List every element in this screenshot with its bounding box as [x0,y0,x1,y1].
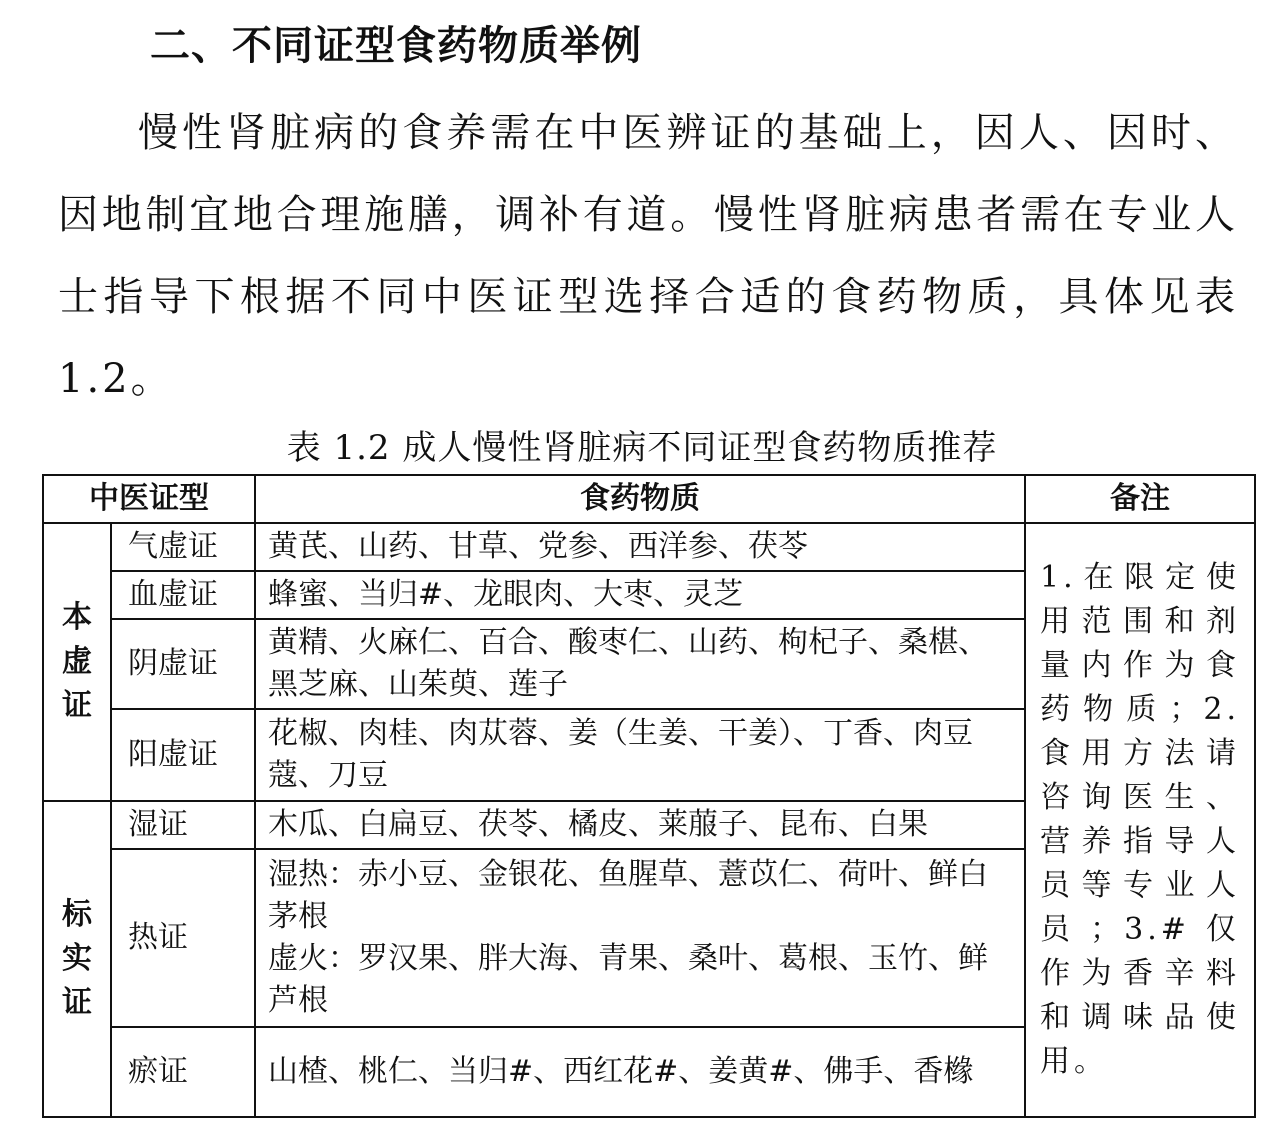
table-row [43,523,1255,571]
group-excess [43,801,111,1117]
substances-cell: 蜂蜜、当归#、龙眼肉、大枣、灵芝 [255,571,1025,619]
header-notes: 备注 [1025,475,1255,523]
substances-cell: 黄精、火麻仁、百合、酸枣仁、山药、枸杞子、桑椹、黑芝麻、山茱萸、莲子 [255,619,1025,709]
substances-cell: 山楂、桃仁、当归#、西红花#、姜黄#、佛手、香橼 [255,1027,1025,1117]
syndrome-cell: 阴虚证 [111,619,255,709]
deficiency-fire-items: 虚火：罗汉果、胖大海、青果、桑叶、葛根、玉竹、鲜芦根 [268,941,988,1018]
header-substances: 食药物质 [255,475,1025,523]
damp-heat-items: 湿热：赤小豆、金银花、鱼腥草、薏苡仁、荷叶、鲜白茅根 [268,857,988,934]
intro-paragraph: 慢性肾脏病的食养需在中医辨证的基础上，因人、因时、因地制宜地合理施膳，调补有道。慢性肾脏病患者需在专业人士指导下根据不同中医证型选择合适的食药物质，具体见表 1.2。 [58,110,1238,402]
syndrome-cell: 瘀证 [111,1027,255,1117]
substances-cell [255,849,1025,1027]
group-label: 本虚证 [62,600,92,723]
syndrome-cell: 血虚证 [111,571,255,619]
syndrome-cell: 阳虚证 [111,709,255,801]
substances-cell: 木瓜、白扁豆、茯苓、橘皮、莱菔子、昆布、白果 [255,801,1025,849]
syndrome-cell: 气虚证 [111,523,255,571]
recommendation-table [42,474,1256,1118]
section-heading: 二、不同证型食药物质举例 [150,23,642,69]
header-syndrome: 中医证型 [43,475,255,523]
syndrome-cell: 热证 [111,849,255,1027]
table-caption: 表 1.2 成人慢性肾脏病不同证型食药物质推荐 [286,428,998,468]
substances-cell: 花椒、肉桂、肉苁蓉、姜（生姜、干姜）、丁香、肉豆蔻、刀豆 [255,709,1025,801]
group-deficiency [43,523,111,801]
group-label: 标实证 [62,897,92,1020]
substances-cell: 黄芪、山药、甘草、党参、西洋参、茯苓 [255,523,1025,571]
syndrome-cell: 湿证 [111,801,255,849]
notes-cell: 1.在限定使用范围和剂量内作为食药物质；2.食用方法请咨询医生、营养指导人员等专业人员；3.#仅作为香辛料和调味品使用。 [1025,523,1255,1117]
table-header-row [43,475,1255,523]
